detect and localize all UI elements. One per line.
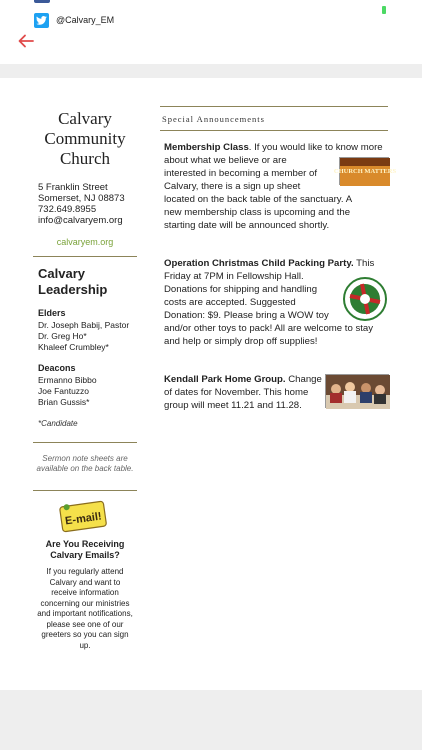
arrow-left-icon <box>18 34 34 48</box>
bulletin-page[interactable] <box>0 78 422 690</box>
phone[interactable]: 732.649.8955 <box>38 204 97 215</box>
list-item: Ermanno Bibbo <box>38 375 97 385</box>
divider <box>33 490 137 491</box>
elders-list <box>38 320 129 353</box>
divider <box>33 256 137 257</box>
email-instructions: If you regularly attend Calvary and want to receive information concerning our ministries and important notifications, please see one of our greeters so you can sign up. <box>37 567 133 650</box>
twitter-icon <box>34 13 49 28</box>
separator-band <box>0 64 422 78</box>
church-matters-image <box>333 157 397 185</box>
announcement-heading: Kendall Park Home Group. <box>164 374 286 385</box>
sermon-note: Sermon note sheets are available on the back table. <box>36 454 134 473</box>
website-link[interactable]: calvaryem.org <box>56 237 114 247</box>
candidate-note: *Candidate <box>38 419 78 428</box>
image-caption: CHURCH MATTERS <box>333 168 397 175</box>
email-question: Are You Receiving Calvary Emails? <box>45 539 125 560</box>
announcements-title: Special Announcements <box>162 114 265 124</box>
announcement-christmas-child: Operation Christmas Child Packing Party. This Friday at 7PM in Fellowship Hall. Donations for shipping and handling costs are accepted. Suggested Donation: $9. Please bring a WOW toy and/or other toys to pack! All are welcome to stay and help or simply drop off supplies! <box>164 258 375 347</box>
church-name: Calvary Community Church <box>44 109 126 168</box>
announcement-kendall-park: Kendall Park Home Group. Change of dates for November. This home group will meet 11.21 and 11.28. <box>164 374 322 411</box>
home-group-photo <box>325 374 389 408</box>
twitter-link[interactable] <box>34 12 114 28</box>
divider <box>160 130 388 131</box>
divider <box>160 106 388 107</box>
list-item: Brian Gussis* <box>38 397 90 407</box>
list-item: Joe Fantuzzo <box>38 386 90 396</box>
leadership-title: Calvary Leadership <box>38 266 108 297</box>
church-address <box>38 182 125 226</box>
list-item: Dr. Greg Ho* <box>38 331 87 341</box>
deacons-list <box>38 375 97 408</box>
deacons-heading: Deacons <box>38 363 76 373</box>
twitter-handle: @Calvary_EM <box>56 15 115 25</box>
divider <box>33 442 137 443</box>
street: 5 Franklin Street <box>38 182 108 193</box>
list-item: Khaleef Crumbley* <box>38 342 109 352</box>
shoebox-logo-icon <box>342 276 388 322</box>
facebook-icon[interactable] <box>34 0 50 3</box>
email-badge-text: E-mail! <box>64 510 103 528</box>
email-badge-icon <box>58 498 108 534</box>
footer-band <box>0 690 422 750</box>
back-button[interactable] <box>18 34 36 50</box>
battery-indicator <box>382 6 386 14</box>
announcement-heading: Operation Christmas Child Packing Party. <box>164 258 354 269</box>
app-header <box>0 0 422 64</box>
announcement-membership: Membership Class. If you would like to know more about what we believe or are interested in becoming a member of Calvary, there is a sign up sheet located on the back table of the sanctuary. A new membership class is upcoming and the starting date will be announced shortly. <box>164 142 383 231</box>
announcement-heading: Membership Class <box>164 142 249 153</box>
email-address[interactable]: info@calvaryem.org <box>38 215 123 226</box>
elders-heading: Elders <box>38 308 66 318</box>
city: Somerset, NJ 08873 <box>38 193 125 204</box>
list-item: Dr. Joseph Babij, Pastor <box>38 320 130 330</box>
